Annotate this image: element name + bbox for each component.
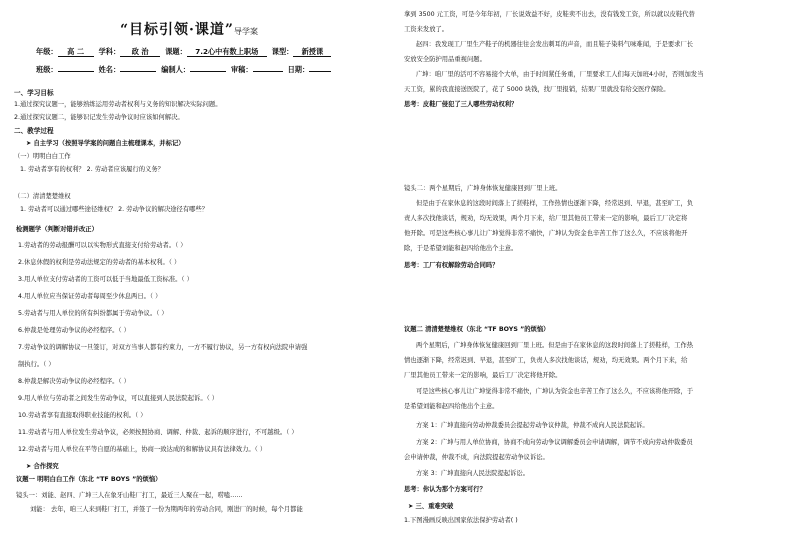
subheading-2: （二）清清楚楚维权 <box>14 193 71 200</box>
right-line-2: 工资来发放了。 <box>404 26 449 33</box>
topic-2-line-1: 两个星期后，广坤身体恢复健康回到厂里上班。但是由于在家休息的这段时间落上了搓鞋样，工作热 <box>416 342 694 349</box>
liuneng-line: 刘能： 去年，咱三人来到鞋厂打工，并签了一份为期两年的劳动合同，刚进厂的时候，每个月都能 <box>30 506 303 513</box>
topic-2-title: 议题二 清清楚楚维权（东北 “TF BOYS ”的烦恼） <box>404 326 550 333</box>
judge-11: 11.劳动者与用人单位发生劳动争议，必须按照协商、调解、仲裁、起诉的顺序进行，不可越级。（ ） <box>18 429 298 436</box>
date-label: 日期： <box>287 65 310 74</box>
grade-label: 年级： <box>36 47 58 56</box>
topic-2-line-4: 可是这些核心事儿让广坤觉得非常不痛快，广坤认为资金也辛苦工作了这么久，不应该将他开除，于 <box>416 388 694 395</box>
topic-2-line-5: 是希望刘能和赵四给他出个主意。 <box>404 403 499 410</box>
question-last: 1.下图漫画反映出国家依法保护劳动者( ) <box>404 517 518 524</box>
reviewer-blank <box>253 71 283 72</box>
judge-5: 5.劳动者与用人单位的所有纠纷都属于劳动争议。（ ） <box>18 310 168 317</box>
think-1: 思考：皮鞋厂侵犯了三人哪些劳动权利？ <box>404 101 518 108</box>
class-label: 班级： <box>36 65 58 74</box>
page-title: “目标引领·课道”导学案 <box>120 22 258 38</box>
topic-2-line-3: 厂里其他员工带来一定的影响，最后工厂决定将他开除。 <box>404 372 562 379</box>
date-blank <box>309 71 331 72</box>
scene-2-line-3: 责人多次找他谈话，规劝，均无效果，两个月下来，给厂里其他员工带来一定的影响，最后工厂决定将 <box>404 215 688 222</box>
reviewer-label: 审稿： <box>230 65 253 74</box>
subject-label: 学科： <box>98 47 121 56</box>
judge-4: 4.用人单位应当保证劳动者每周至少休息两日。（ ） <box>18 293 162 300</box>
check-heading: 检测题学（判断对错并改正） <box>16 226 98 233</box>
editor-label: 编制人： <box>161 65 190 74</box>
section-process-title: 二、教学过程 <box>14 127 54 135</box>
judge-7-line2: 制执行。（ ） <box>18 361 55 368</box>
scene-2-line-5: 除，于是希望刘能和赵四给他出个主意。 <box>404 245 518 252</box>
subheading-1: （一）明明白白工作 <box>14 153 71 160</box>
zhaosi-line-2: 安放安全防护用品重视问题。 <box>404 56 486 63</box>
grade-value: 高 二 <box>58 48 94 57</box>
goal-2: 2.通过探究议题二，能够识记发生劳动争议时应该如何解决。 <box>14 114 184 121</box>
right-line-1: 拿到 3500 元工资，可是今年年初，厂长说效益不好，皮鞋卖不出去，没有钱发工资，所以就以皮鞋代替 <box>404 11 695 18</box>
zhaosi-line-1: 赵四：我发现工厂里生产鞋子的机器往往会发出刺耳的声音，而且鞋子染料气味难闻，于是要求厂长 <box>416 41 694 48</box>
judge-9: 9.用人单位与劳动者之间发生劳动争议，可以直接到人民法院起诉。（ ） <box>18 395 219 402</box>
question-1: 1. 劳动者享有的权利？ 2. 劳动者应该履行的义务？ <box>20 166 164 173</box>
guangkun-line-2: 天工资，累的我直接送医院了，花了 5000 块钱，找厂里报销，结果厂里就没有给交医疗保险。 <box>404 86 670 93</box>
think-2: 思考：工厂有权解除劳动合同吗？ <box>404 262 499 269</box>
subject-value: 政 治 <box>120 48 160 57</box>
plan-2-line-1: 方案 2：广坤与用人单位协商，协商不成向劳动争议调解委员会申请调解，调节不成向劳动仲裁委员 <box>416 439 693 446</box>
guangkun-line-1: 广坤：咱厂里的活可不容易接个大单，由于时间紧任务重，厂里要求工人们每天加班4小时，否则加发当 <box>416 71 704 78</box>
arrow-icon: ➤ <box>26 140 34 147</box>
editor-blank <box>190 71 226 72</box>
judge-8: 8.仲裁是解决劳动争议的必经程序。（ ） <box>18 378 130 385</box>
name-label: 姓名： <box>98 65 121 74</box>
header-meta-row1 <box>36 48 331 57</box>
section-3-title: ➤ 三、重难突破 <box>408 503 454 510</box>
judge-12: 12.劳动者与用人单位在平等自愿的基础上，协商一致达成的和解协议具有法律效力。（ ） <box>18 446 267 453</box>
topic-label: 课题： <box>165 47 187 56</box>
arrow-icon: ➤ <box>26 463 34 470</box>
scene-2-line-1: 镜头二：两个星期后，广坤身体恢复健康回到厂里上班。 <box>404 185 562 192</box>
judge-2: 2.休息休假的权利是劳动法规定的劳动者的基本权利。（ ） <box>18 259 181 266</box>
goal-1: 1.通过探究议题一，能够熟练运用劳动者权利与义务的知识解决实际问题。 <box>14 101 222 108</box>
page-title-suffix: 导学案 <box>233 27 258 36</box>
coop-heading: ➤ 合作探究 <box>26 463 59 470</box>
scene-2-line-4: 他开除。可是这些核心事儿让广坤觉得非常不痛快，广坤认为资金也辛苦工作了这么久，不应该将他开 <box>404 230 688 237</box>
scene-1: 镜头一：刘能、赵四、广坤三人在象牙山鞋厂打工，最近三人聚在一起，唠嗑…… <box>16 492 243 499</box>
judge-6: 6.仲裁是处理劳动争议的必经程序。（ ） <box>18 327 130 334</box>
plan-3: 方案 3：广坤直接向人民法院提起诉讼。 <box>416 470 530 477</box>
header-meta-row2 <box>36 66 331 74</box>
arrow-icon: ➤ <box>408 503 416 510</box>
judge-3: 3.用人单位支付劳动者的工资可以低于当地最低工资标准。（ ） <box>18 276 193 283</box>
question-2: 1. 劳动者可以通过哪些途径维权？ 2. 劳动争议的解决途径有哪些？ <box>20 206 209 213</box>
think-3: 思考：你认为那个方案可行？ <box>404 486 486 493</box>
judge-7-line1: 7.劳动争议的调解协议一旦签订，对双方当事人都有约束力，一方不履行协议，另一方有权向法院申请强 <box>18 344 308 351</box>
self-study-heading: ➤ 自主学习（按照导学案的问题自主梳理课本，并标记） <box>26 140 185 147</box>
type-label: 课型： <box>271 47 294 56</box>
plan-1: 方案 1：广坤直接向劳动仲裁委员会提起劳动争议仲裁，仲裁不成向人民法院起诉。 <box>416 422 649 429</box>
topic-1-title: 议题一 明明白白工作（东北 “TF BOYS ”的烦恼） <box>16 476 162 483</box>
name-blank <box>120 71 156 72</box>
class-blank <box>58 71 94 72</box>
scene-2-line-2: 但是由于在家休息的这段时间落上了搓鞋样，工作热情也逐渐下降，经常迟到、早退，甚至旷工，负 <box>416 200 694 207</box>
plan-2-line-2: 会申请仲裁，仲裁不成，向法院提起劳动争议诉讼。 <box>404 454 549 461</box>
judge-10: 10.劳动者享有直接取得职业技能的权利。（ ） <box>18 412 147 419</box>
topic-2-line-2: 情也逐渐下降，经常迟到、早退，甚至旷工，负责人多次找他谈话，规劝，均无效果。两个月下来，给 <box>404 357 688 364</box>
type-value: 新授课 <box>293 48 331 57</box>
topic-value: 7.2心中有数上职场 <box>187 48 267 57</box>
section-goals-title: 一、学习目标 <box>14 89 54 97</box>
judge-1: 1.劳动者的劳动报酬可以以实物形式直接支付给劳动者。（ ） <box>18 242 187 249</box>
